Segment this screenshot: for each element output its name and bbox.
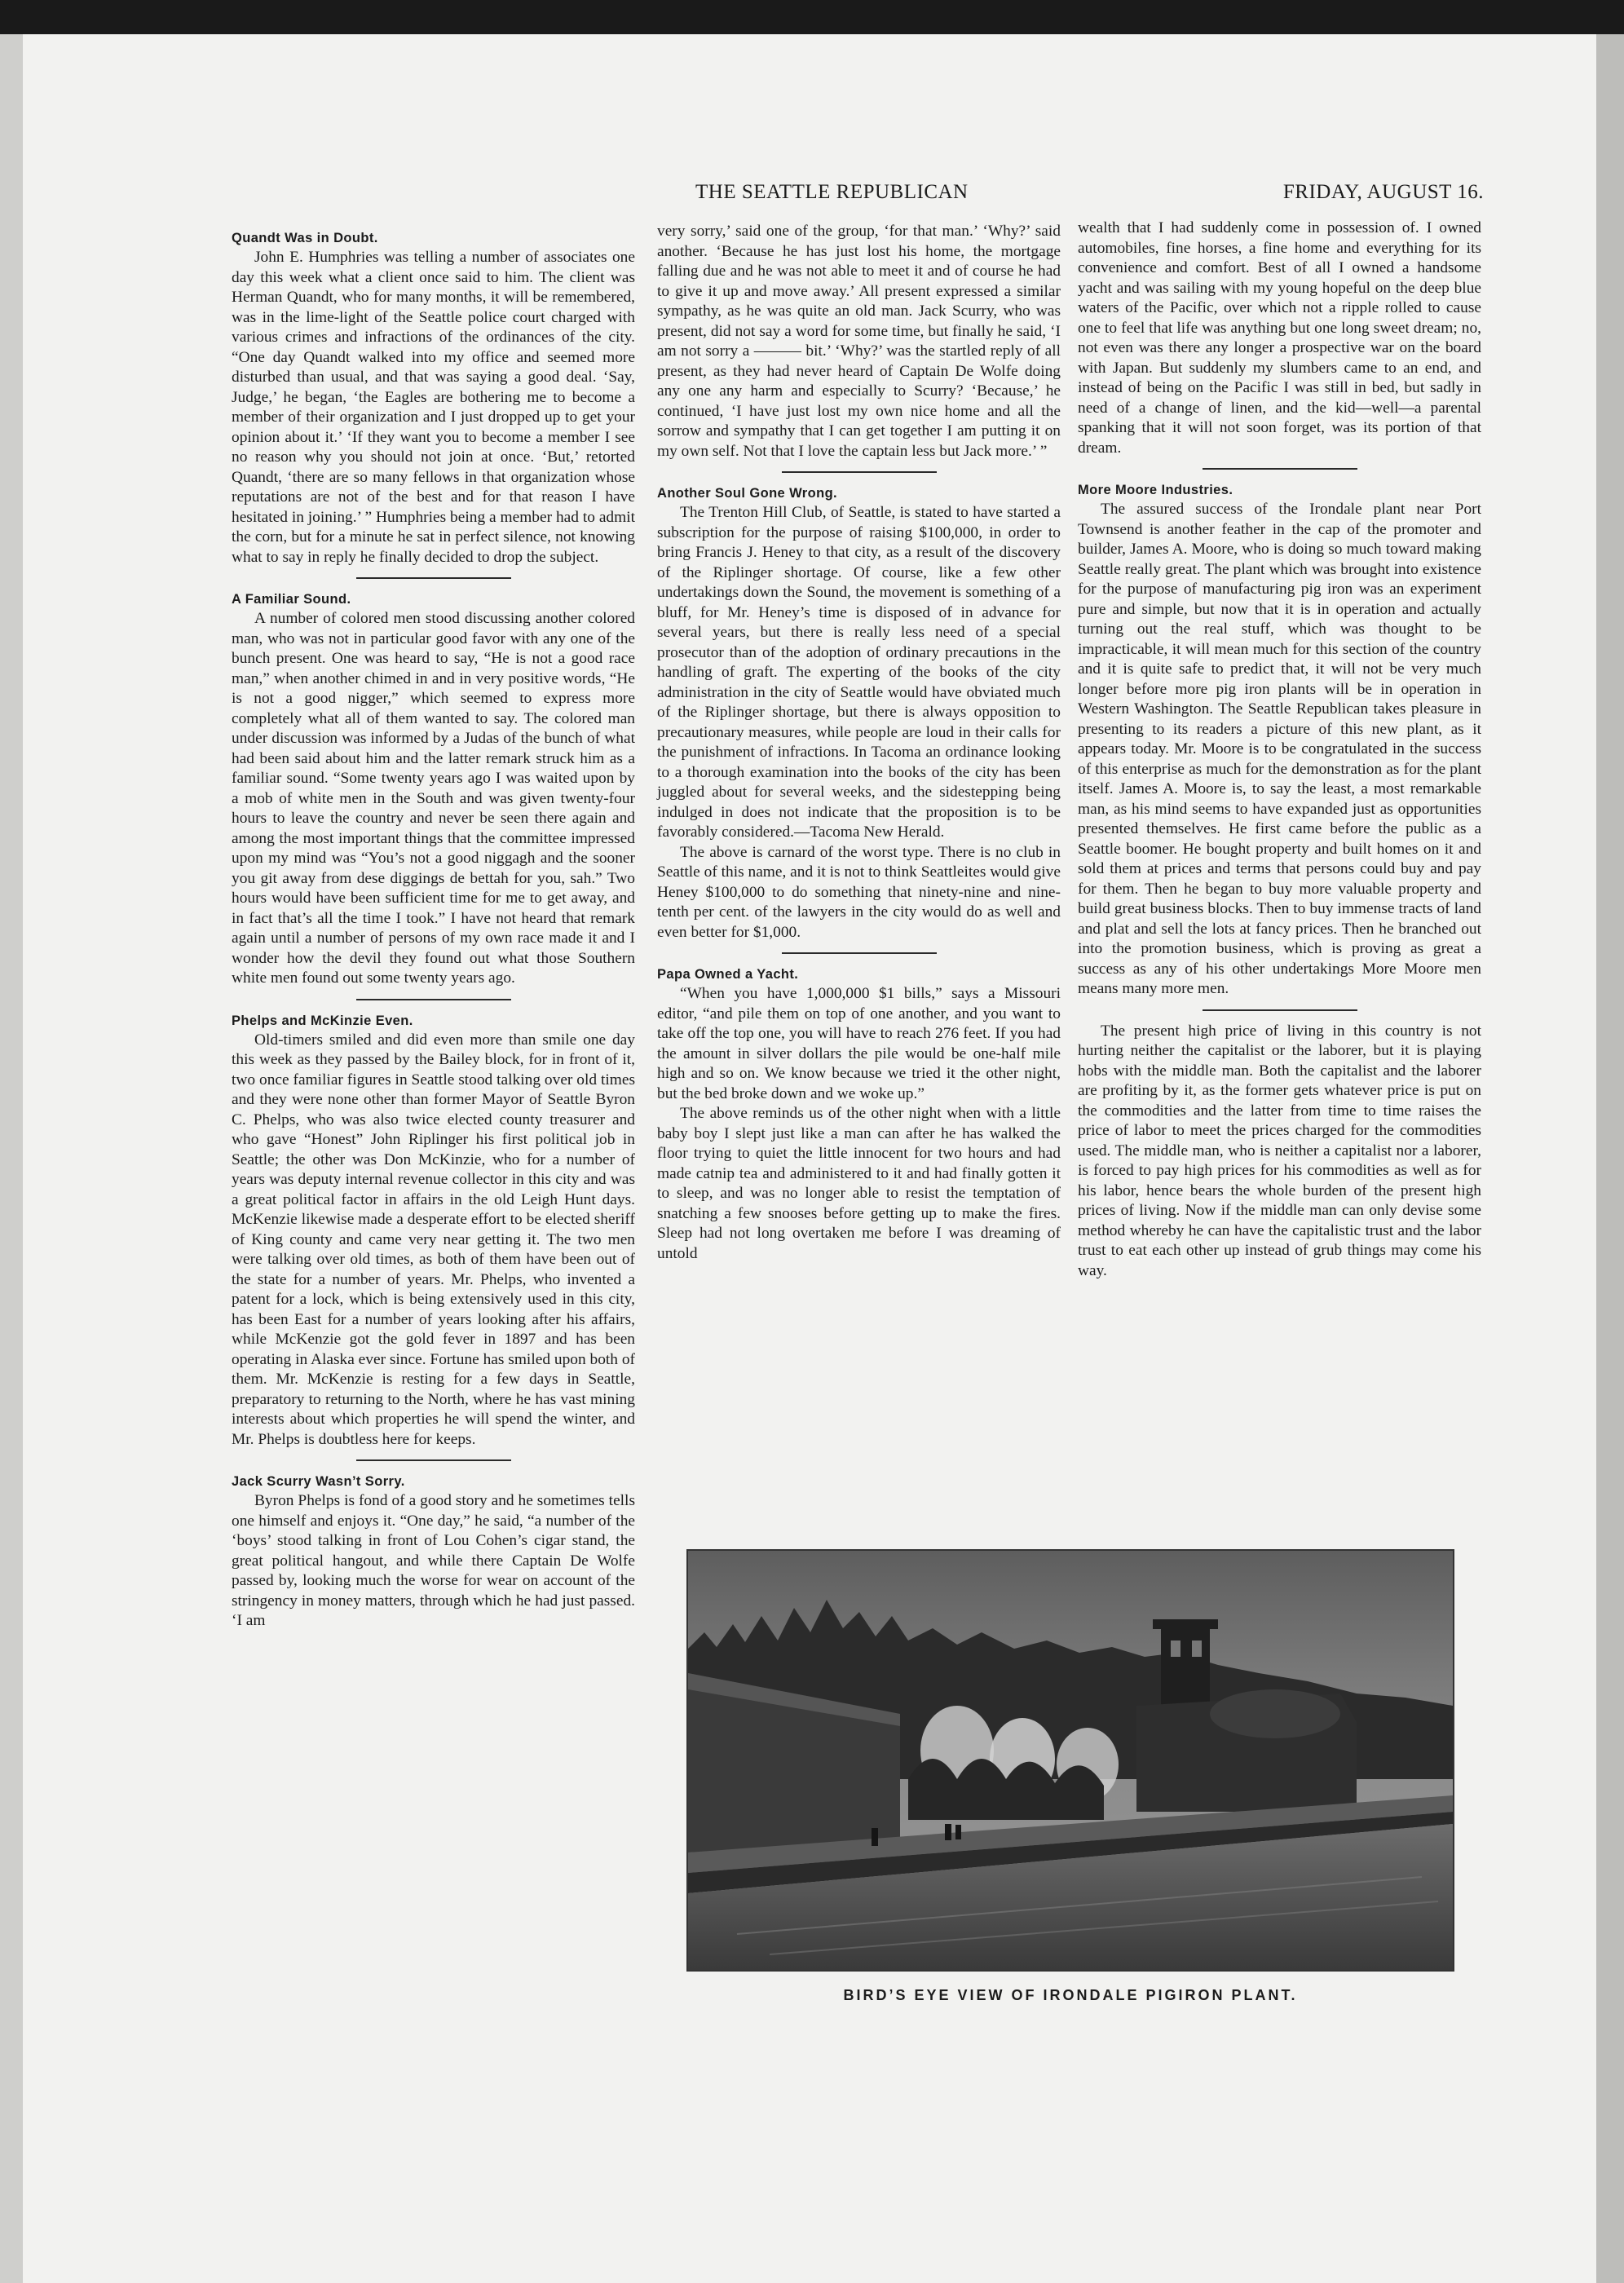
article-heading-scurry: Jack Scurry Wasn’t Sorry. [232,1474,405,1489]
article-heading-yacht: Papa Owned a Yacht. [657,967,799,982]
article-body-phelps: Old-timers smiled and did even more than smile one day this week as they passed by the Bailey block, for in front of it, two once familiar figures in Seattle stood talking over old times and they were none other than former Mayor of Seattle Byron C. Phelps, who was also twice elected county treasurer and who gave “Honest” John Riplinger his first political job in Seattle; the other was Don McKinzie, who for a number of years was deputy internal revenue collector in this city and was a great political factor in affairs in the old Leigh Hunt days. McKenzie likewise made a desperate effort to be elected sheriff of King county and came very near getting it. The two men were talking over old times, as both of them have been out of the state for a number of years. Mr. Phelps, who invented a patent for a lock, which is being extensively used in this city, has been East for a number of years looking after his affairs, while McKenzie got the gold fever in 1897 and has been operating in Alaska ever since. Fortune has smiled upon both of them. Mr. McKenzie is resting for a few days in Seattle, preparatory to returning to the North, where he has vast mining interests about which properties he will spend the winter, and Mr. Phelps is doubtless here for keeps. [232,1031,635,1448]
article-body-yacht-continued: wealth that I had suddenly come in possession of. I owned automobiles, fine horses, a fine home and everything for its convenience and comfort. Best of all I owned a handsome yacht and was sailing with my young hopeful on the deep blue waters of the Pacific, over which not a ripple rolled to cause one to feel that life was anything but one long sweet dream; no, not even was there any longer a prospective war on the board with Japan. But suddenly my slumbers came to an end, and instead of being on the Pacific I was still in bed, but sadly in need of a change of linen, and the kid—well—a parental spanking that it will not soon forget, was its portion of that dream. [1078,219,1481,457]
article-heading-moore: More Moore Industries. [1078,483,1233,497]
section-rule [356,577,511,579]
section-rule [782,952,937,954]
article-heading-quandt: Quandt Was in Doubt. [232,231,378,245]
paper-title: THE SEATTLE REPUBLICAN [695,181,969,203]
scan-left-border [0,34,23,2283]
article-body-scurry: Byron Phelps is fond of a good story and he sometimes tells one himself and enjoys it. “One day,” he said, “a number of the ‘boys’ stood talking in front of Lou Cohen’s cigar stand, the great political hangout, and while there Captain De Wolfe passed by, looking much the worse for wear on account of the stringency in money matters, through which he had just passed. ‘I am [232,1492,635,1629]
scan-top-border [0,0,1624,34]
column-2 [657,222,1061,1264]
article-body-soul-gone-wrong: The Trenton Hill Club, of Seattle, is stated to have started a subscription for the purpose of raising $100,000, in order to bring Francis J. Heney to that city, as a result of the discovery of the Riplinger shortage. Of course, like a few other undertakings down the Sound, the movement is something of a bluff, for Mr. Heney’s time is disposed of in advance for several years, but there is really less need of a special prosecutor than of the adoption of ordinary precautions in the handling of graft. The experting of the books of the city administration in the city of Seattle would have obviated much of the Riplinger shortage, but there is always opposition to precautionary measures, while people are loud in their calls for the punishment of infractions. In Tacoma an ordinance looking to a thorough examination into the books of the city has been juggled about for several weeks, and the sidestepping being indulged in does not indicate that the proposition is to be favorably considered.—Tacoma New Herald. [657,504,1061,841]
article-body-high-prices: The present high price of living in this country is not hurting neither the capitalist or the laborer, but it is playing hobs with the middle man. Both the capitalist and the laborer are profiting by it, as the former gets whatever price is put on the commodities and the latter from time to time raises the price of labor to meet the prices charged for the commodities used. The middle man, who is neither a capitalist nor a laborer, is forced to pay high prices for his commodities as well as for his labor, hence bears the whole burden of the present high prices of living. Now if the middle man can only devise some method whereby he can have the capitalistic trust and the labor trust to eat each other up instead of grub things may come his way. [1078,1022,1481,1279]
article-body-familiar-sound: A number of colored men stood discussing another colored man, who was not in particular good favor with any one of the bunch present. One was heard to say, “He is not a good race man,” when another chimed in and in very positive words, “He is not a good nigger,” which seemed to express more completely what all of them wanted to say. The colored man under discussion was informed by a Judas of the bunch of what had been said about him and the latter remark struck him as a familiar sound. “Some twenty years ago I was waited upon by a mob of white men in the South and was given twenty-four hours to leave the country and never be seen there again and among the most important things that the committee impressed upon my mind was “You’s not a good niggagh and the sooner you git away from dese diggings de bettah for you, sah.” Two hours would have been sufficient time for me to get away, and in fact that’s all the time I took.” I have not heard that remark again until a number of persons of my own race made it and I wonder how the devil they found out what those Southern white men found out some twenty years ago. [232,610,635,987]
section-rule [1203,468,1357,470]
article-body-quandt: John E. Humphries was telling a number of associates one day this week what a client once said to him. The client was Herman Quandt, who for many months, it will be remembered, was in the lime-light of the Seattle police court charged with various crimes and infractions of the ordinances of the city. “One day Quandt walked into my office and seemed more disturbed than usual, and that was saying a good deal. ‘Say, Judge,’ he began, ‘the Eagles are bothering me to become a member of their organization and I just dropped up to get your opinion about it.’ ‘If they want you to become a member I see no reason why you should not join at once. ‘But,’ retorted Quandt, ‘there are so many fellows in that organization whose reputations are not of the best and for that reason I have hesitated in joining.’ ” Humphries being a member had to admit the corn, but for a minute he sat in perfect silence, not knowing what to say in reply he finally decided to drop the subject. [232,249,635,566]
section-rule [782,471,937,473]
column-1 [232,228,635,1632]
article-heading-phelps: Phelps and McKinzie Even. [232,1013,413,1028]
article-body-yacht-dream: The above reminds us of the other night when with a little baby boy I slept just like a man can after he has walked the floor trying to quiet the little innocent for two hours and had made catnip tea and administered to it and had finally gotten it to sleep, and was no longer able to resist the temptation of snatching a few snooses before getting up to make the fires. Sleep had not long overtaken me before I was dreaming of untold [657,1105,1061,1262]
article-body-scurry-continued: very sorry,’ said one of the group, ‘for that man.’ ‘Why?’ said another. ‘Because he has just lost his home, the mortgage falling due and he was not able to meet it and of course he had to give it up and move away.’ All present expressed a similar sympathy, as he was quite an old man. Jack Scurry, who was present, did not say a word for some time, but finally he said, ‘I am not sorry a ——— bit.’ ‘Why?’ was the startled reply of all present, as they had never heard of Captain De Wolfe doing any one any harm and especially to Scurry? ‘Because,’ he continued, ‘I have just lost my own nice home and all the sorrow and sympathy that I can get together I am putting it on my own self. Not that I love the captain less but Jack more.’ ” [657,223,1061,460]
column-3 [1078,219,1481,1281]
photo-image [688,1551,1453,1970]
section-rule [1203,1009,1357,1011]
page-binding-edge [1596,34,1624,2283]
article-heading-soul-gone-wrong: Another Soul Gone Wrong. [657,486,838,501]
photo-caption: BIRD’S EYE VIEW OF IRONDALE PIGIRON PLANT. [843,1987,1298,2003]
article-body-soul-gone-wrong-reply: The above is carnard of the worst type. There is no club in Seattle of this name, and it is not to think Seattleites would give Heney $100,000 to do something that ninety-nine and nine-tenth per cent. of the lawyers in the city would do as well and even better for $1,000. [657,843,1061,941]
article-body-yacht: “When you have 1,000,000 $1 bills,” says a Missouri editor, “and pile them on top of one another, and you want to take off the top one, you will have to reach 276 feet. If you had the amount in silver dollars the pile would be one-half mile high and so on. We know because we tried it the other night, but the bed broke down and we woke up.” [657,985,1061,1102]
article-body-moore: The assured success of the Irondale plant near Port Townsend is another feather in the cap of the promoter and builder, James A. Moore, who is doing so much toward making Seattle really great. The plant which was brought into existence for the purpose of manufacturing pig iron was an experiment pure and simple, but now that it is in operation and actually turning out the real stuff, which was thought to be impracticable, it will mean much for this section of the country and it is quite safe to predict that, it will not be very much longer before more pig iron plants will be in operation in Western Washington. The Seattle Republican takes pleasure in presenting to its readers a picture of this new plant, as it appears today. Mr. Moore is to be congratulated in the success of this enterprise as much for the demonstration as for the plant itself. James A. Moore is, to say the least, a most remarkable man, as his mind seems to have expanded just as opportunities presented themselves. He first came before the public as a Seattle boomer. He bought property and built homes on it and sold them at prices and terms that persons could buy and pay for them. Then he began to buy more valuable property and build great business blocks. Then to buy immense tracts of land and plat and sell the lots at fancy prices. Then he branched out into the promotion business, which is proving as great a success as any of his other undertakings More Moore men means many more men. [1078,501,1481,997]
section-rule [356,999,511,1000]
page-header [669,179,1484,212]
issue-date: FRIDAY, AUGUST 16. [1282,181,1484,203]
article-heading-familiar-sound: A Familiar Sound. [232,592,351,607]
section-rule [356,1459,511,1461]
irondale-plant-photo [686,1549,1454,1972]
